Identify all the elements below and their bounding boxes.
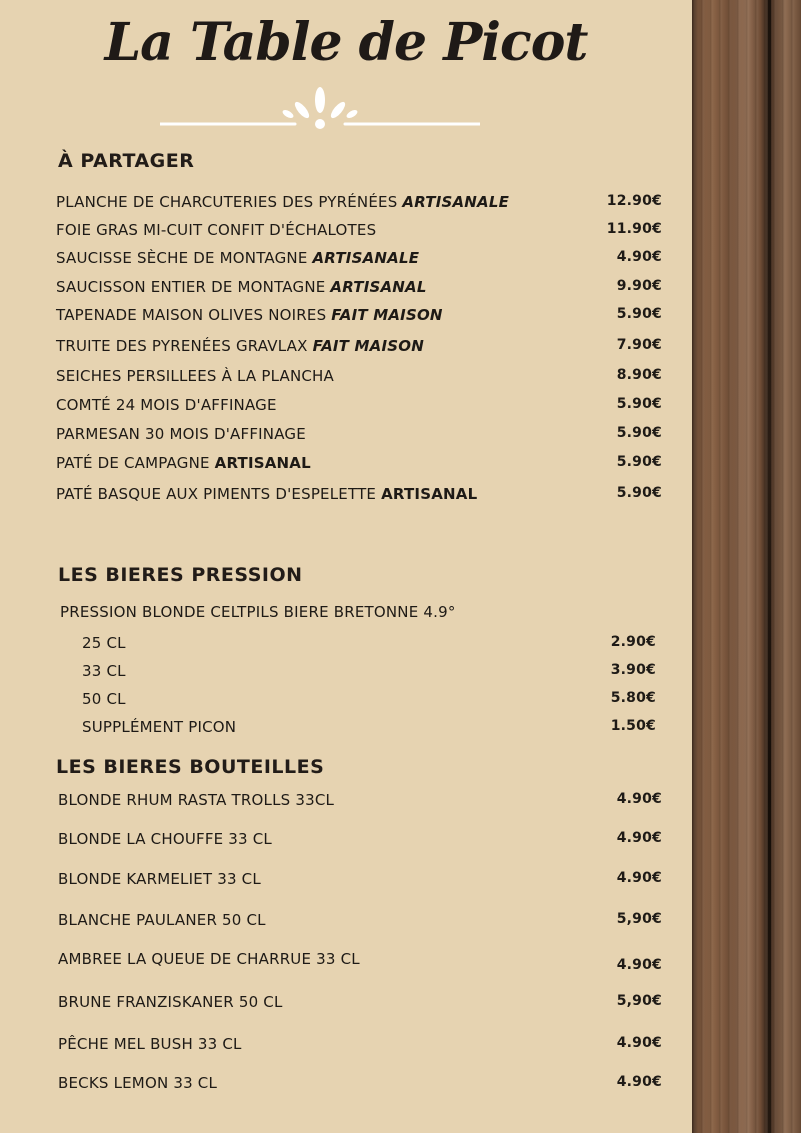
- list-item: [58, 1074, 662, 1094]
- item-name: 33 CL: [82, 662, 126, 680]
- list-item: [56, 662, 662, 682]
- item-name: BRUNE FRANZISKANER 50 CL: [58, 993, 283, 1011]
- list-item: [56, 367, 662, 387]
- item-name: PATÉ BASQUE AUX PIMENTS D'ESPELETTE: [56, 485, 377, 503]
- item-price: 4.90€: [616, 1074, 662, 1090]
- item-price: 4.90€: [616, 249, 662, 265]
- item-name: BLONDE LA CHOUFFE 33 CL: [58, 830, 272, 848]
- item-price: 4.90€: [616, 791, 662, 807]
- list-item: [56, 485, 662, 505]
- restaurant-title: La Table de Picot: [104, 12, 588, 73]
- item-name: SAUCISSE SÈCHE DE MONTAGNE: [56, 249, 308, 267]
- item-name: AMBREE LA QUEUE DE CHARRUE 33 CL: [58, 950, 360, 968]
- list-item: [56, 306, 662, 326]
- section-heading-partager: À PARTAGER: [58, 150, 195, 172]
- item-price: 9.90€: [616, 278, 662, 294]
- list-item: [58, 950, 662, 973]
- item-price: 2.90€: [610, 634, 656, 650]
- section-heading-pression: LES BIERES PRESSION: [58, 564, 303, 586]
- item-name: SUPPLÉMENT PICON: [82, 718, 237, 736]
- list-item: [56, 249, 662, 269]
- item-price: 5.90€: [616, 306, 662, 322]
- item-name: SAUCISSON ENTIER DE MONTAGNE: [56, 278, 326, 296]
- list-item: [58, 830, 662, 850]
- item-price: 5.90€: [616, 425, 662, 441]
- wood-panel: [692, 0, 801, 1133]
- item-name: COMTÉ 24 MOIS D'AFFINAGE: [56, 396, 277, 414]
- item-tag: ARTISANAL: [214, 454, 311, 472]
- item-tag: ARTISANALE: [402, 193, 510, 211]
- list-item: [56, 396, 662, 416]
- item-price: 5.90€: [616, 454, 662, 470]
- list-item: [58, 1035, 662, 1055]
- item-price: 8.90€: [616, 367, 662, 383]
- item-tag: ARTISANAL: [381, 485, 478, 503]
- item-name: BLONDE KARMELIET 33 CL: [58, 870, 261, 888]
- item-name: TRUITE DES PYRENÉES GRAVLAX: [56, 337, 308, 355]
- item-name: SEICHES PERSILLEES À LA PLANCHA: [56, 367, 334, 385]
- list-item: [56, 221, 662, 241]
- list-item: [56, 278, 662, 298]
- list-item: [56, 634, 662, 654]
- item-price: 11.90€: [606, 221, 662, 237]
- item-price: 5.90€: [616, 485, 662, 501]
- list-item: [56, 425, 662, 445]
- item-price: 4.90€: [616, 957, 662, 973]
- item-price: 5,90€: [616, 911, 662, 927]
- item-price: 4.90€: [616, 870, 662, 886]
- list-item: [56, 193, 662, 213]
- item-name: BLANCHE PAULANER 50 CL: [58, 911, 266, 929]
- item-price: 4.90€: [616, 1035, 662, 1051]
- item-price: 5,90€: [616, 993, 662, 1009]
- list-item: [56, 718, 662, 738]
- list-item: [58, 791, 662, 811]
- pression-subtitle: PRESSION BLONDE CELTPILS BIERE BRETONNE 4.9°: [60, 603, 456, 621]
- item-name: PARMESAN 30 MOIS D'AFFINAGE: [56, 425, 306, 443]
- list-item: [58, 911, 662, 931]
- item-tag: FAIT MAISON: [312, 337, 424, 355]
- item-price: 5.90€: [616, 396, 662, 412]
- item-price: 12.90€: [606, 193, 662, 209]
- item-price: 7.90€: [616, 337, 662, 353]
- item-price: 1.50€: [610, 718, 656, 734]
- item-name: TAPENADE MAISON OLIVES NOIRES: [56, 306, 327, 324]
- item-name: BLONDE RHUM RASTA TROLLS 33CL: [58, 791, 335, 809]
- item-name: PÊCHE MEL BUSH 33 CL: [58, 1035, 242, 1053]
- item-price: 3.90€: [610, 662, 656, 678]
- section-heading-bouteilles: LES BIERES BOUTEILLES: [56, 756, 325, 778]
- item-name: 25 CL: [82, 634, 126, 652]
- list-item: [56, 337, 662, 357]
- item-name: 50 CL: [82, 690, 126, 708]
- ornament-divider-icon: [160, 84, 480, 136]
- item-name: PATÉ DE CAMPAGNE: [56, 454, 210, 472]
- item-tag: FAIT MAISON: [331, 306, 443, 324]
- pression-subtitle-row: [60, 603, 666, 623]
- list-item: [58, 993, 662, 1013]
- item-name: FOIE GRAS MI-CUIT CONFIT D'ÉCHALOTES: [56, 221, 377, 239]
- item-name: BECKS LEMON 33 CL: [58, 1074, 218, 1092]
- list-item: [58, 870, 662, 890]
- item-name: PLANCHE DE CHARCUTERIES DES PYRÉNÉES: [56, 193, 398, 211]
- item-tag: ARTISANAL: [330, 278, 427, 296]
- item-price: 5.80€: [610, 690, 656, 706]
- list-item: [56, 454, 662, 474]
- item-tag: ARTISANALE: [312, 249, 420, 267]
- item-price: 4.90€: [616, 830, 662, 846]
- list-item: [56, 690, 662, 710]
- wood-crack: [768, 0, 771, 1133]
